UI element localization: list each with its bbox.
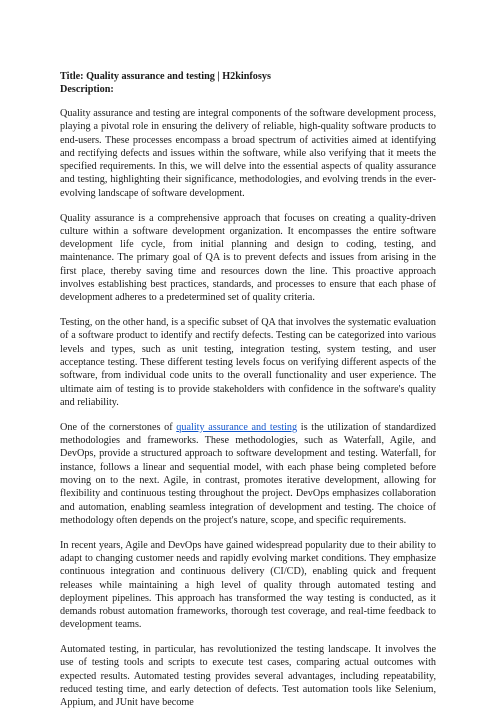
paragraph-intro: Quality assurance and testing are integral components of the software development process, playing a pivotal role in ensuring the delivery of reliable, high-quality software products to end-users. These processes encompass a broad spectrum of activities aimed at identifying and rectifying defects and issues within the software, while also verifying that it meets the specified requirements. In this, we will delve into the essential aspects of quality assurance and testing, highlighting their significance, methodologies, and evolving trends in the ever-evolving landscape of software development.: [60, 108, 436, 199]
paragraph-testing: Testing, on the other hand, is a specific subset of QA that involves the systematic evaluation of a software product to identify and rectify defects. Testing can be categorized into various levels and types, such as unit testing, integration testing, system testing, and user acceptance testing. These different testing levels focus on verifying different aspects of the software, from individual code units to the overall functionality and user experience. The ultimate aim of testing is to provide stakeholders with confidence in the software's quality and reliability.: [60, 317, 436, 408]
quality-assurance-and-testing-link[interactable]: quality assurance and testing: [176, 421, 298, 433]
paragraph-agile-devops: In recent years, Agile and DevOps have gained widespread popularity due to their ability to adapt to changing customer needs and rapidly evolving market conditions. They emphasize continuous integration and continuous delivery (CI/CD), enabling quick and frequent releases while maintaining a high level of quality through automated testing and deployment pipelines. This approach has transformed the way testing is conducted, as it demands robust automation frameworks, thorough test coverage, and real-time feedback to development teams.: [60, 539, 436, 631]
methodologies-text-before-link: One of the cornerstones of: [60, 421, 177, 433]
document-page: [60, 70, 436, 710]
paragraph-automated-testing: Automated testing, in particular, has revolutionized the testing landscape. It involves the use of testing tools and scripts to execute test cases, comparing actual outcomes with expected results. Automated testing provides several advantages, including repeatability, reduced testing time, and early detection of defects. Test automation tools like Selenium, Appium, and JUnit have become: [60, 644, 436, 709]
paragraph-quality-assurance: Quality assurance is a comprehensive approach that focuses on creating a quality-driven culture within a software development organization. It encompasses the entire software development life cycle, from initial planning and design to coding, testing, and maintenance. The primary goal of QA is to prevent defects and issues from arising in the first place, thereby saving time and resources down the line. This proactive approach involves establishing best practices, standards, and processes to ensure that each phase of development adheres to a predetermined set of quality criteria.: [60, 212, 436, 304]
document-title: Title: Quality assurance and testing | H2kinfosys: [60, 71, 271, 82]
methodologies-text-after-link: is the utilization of standardized methodologies and frameworks. These methodologies, such as Waterfall, Agile, and DevOps, provide a structured approach to software development and testing. Waterfall, for instance, follows a linear and sequential model, with each phase being completed before moving on to the next. Agile, in contrast, promotes iterative development, allowing for flexibility and continuous testing throughout the project. DevOps emphasizes collaboration and automation, enabling seamless integration of development and testing. The choice of methodology often depends on the project's nature, scope, and specific requirements.: [60, 421, 437, 526]
paragraph-methodologies: [60, 421, 436, 527]
description-label: Description:: [60, 84, 114, 95]
